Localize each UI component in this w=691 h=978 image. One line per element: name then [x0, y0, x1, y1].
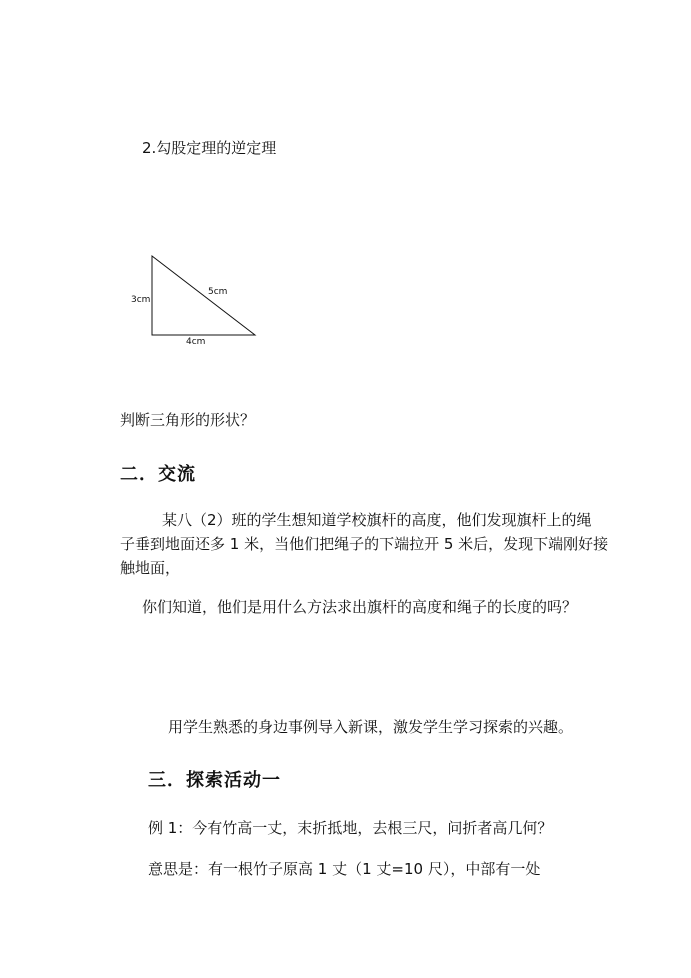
question-text: 判断三角形的形状？: [120, 411, 256, 429]
section-title: 2.勾股定理的逆定理: [142, 139, 277, 157]
right-triangle-figure: [120, 245, 270, 350]
para1-line1: 某八（2）班的学生想知道学校旗杆的高度，他们发现旗杆上的绳: [162, 511, 592, 529]
heading-explore: 三．探索活动一: [148, 770, 281, 791]
para1-line3: 触地面，: [120, 559, 181, 577]
bottom-side-label: 4cm: [186, 337, 206, 347]
example1-text: 例 1：今有竹高一丈，末折抵地，去根三尺，问折者高几何？: [148, 819, 553, 837]
para3-text: 用学生熟悉的身边事例导入新课，激发学生学习探索的兴趣。: [168, 718, 574, 736]
para2-text: 你们知道，他们是用什么方法求出旗杆的高度和绳子的长度的吗？: [142, 598, 578, 616]
hypotenuse-label: 5cm: [208, 287, 228, 297]
left-side-label: 3cm: [131, 295, 151, 305]
triangle-outline: [152, 256, 255, 335]
meaning-text: 意思是：有一根竹子原高 1 丈（1 丈=10 尺），中部有一处: [148, 860, 541, 878]
heading-exchange: 二．交流: [120, 464, 196, 485]
para1-line2: 子垂到地面还多 1 米，当他们把绳子的下端拉开 5 米后，发现下端刚好接: [120, 535, 609, 553]
